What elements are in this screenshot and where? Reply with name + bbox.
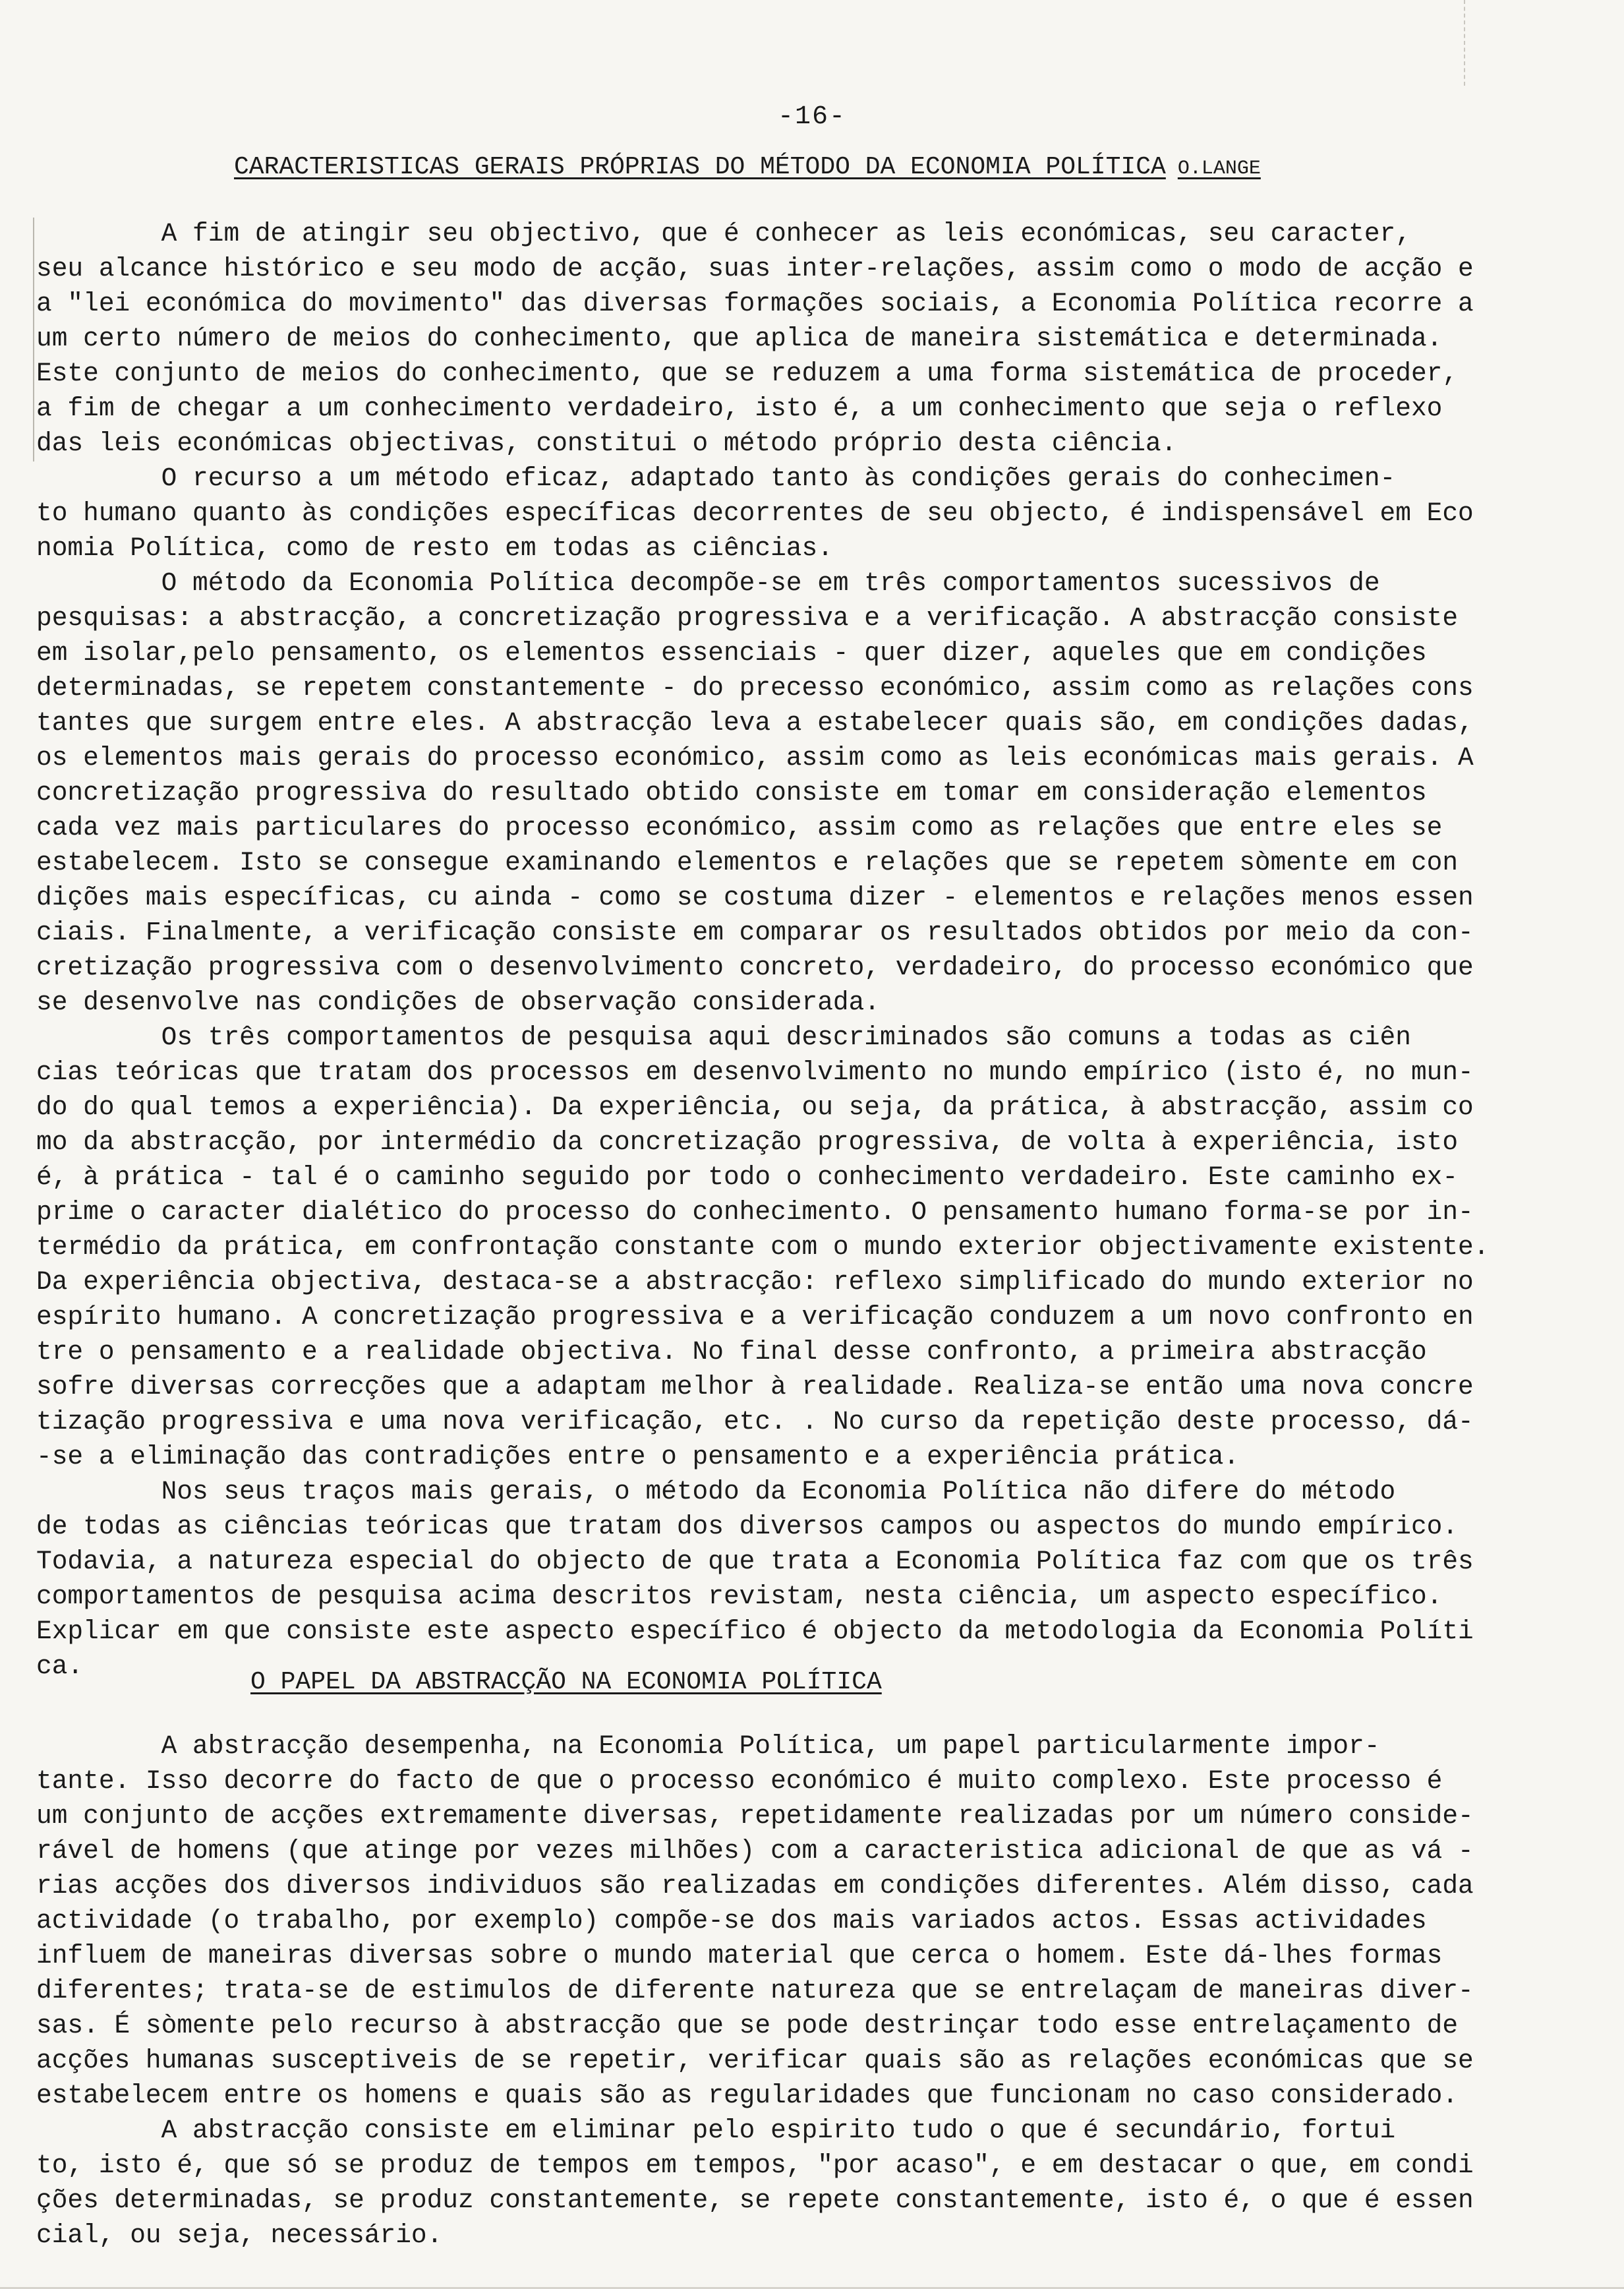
text-line: -se a eliminação das contradições entre o pensamento e a experiência prática.	[36, 1442, 1240, 1472]
text-line: rável de homens (que atinge por vezes milhões) com a caracteristica adicional de que as vá -	[36, 1836, 1474, 1866]
page-number: -16-	[777, 102, 846, 132]
text-line: to humano quanto às condições específicas decorrentes de seu objecto, é indispensável em Eco	[36, 498, 1474, 528]
text-line: nomia Política, como de resto em todas as ciências.	[36, 533, 833, 563]
text-line: ções determinadas, se produz constantemente, se repete constantemente, isto é, o que é essen	[36, 2185, 1474, 2215]
text-line: concretização progressiva do resultado obtido consiste em tomar em consideração elementos	[36, 778, 1427, 808]
text-line: dições mais específicas, cu ainda - como se costuma dizer - elementos e relações menos essen	[36, 883, 1474, 912]
text-line: um certo número de meios do conhecimento, que aplica de maneira sistemática e determinada.	[36, 324, 1443, 353]
text-line: do do qual temos a experiência). Da experiência, ou seja, da prática, à abstracção, assim co	[36, 1092, 1474, 1122]
text-line: das leis económicas objectivas, constitui o método próprio desta ciência.	[36, 429, 1177, 458]
text-line: Este conjunto de meios do conhecimento, que se reduzem a uma forma sistemática de proceder,	[36, 359, 1459, 388]
text-line: ca.	[36, 1651, 84, 1681]
text-line: tante. Isso decorre do facto de que o processo económico é muito complexo. Este processo é	[36, 1766, 1443, 1796]
text-line: sofre diversas correcções que a adaptam melhor à realidade. Realiza-se então uma nova concre	[36, 1372, 1474, 1402]
text-line: influem de maneiras diversas sobre o mundo material que cerca o homem. Este dá-lhes formas	[36, 1941, 1443, 1971]
margin-rule	[33, 218, 34, 461]
text-line: comportamentos de pesquisa acima descritos revistam, nesta ciência, um aspecto específico.	[36, 1582, 1443, 1611]
text-line: em isolar,pelo pensamento, os elementos essenciais - quer dizer, aqueles que em condições	[36, 638, 1427, 668]
text-line: A abstracção desempenha, na Economia Política, um papel particularmente impor-	[36, 1731, 1380, 1761]
text-line: cial, ou seja, necessário.	[36, 2220, 443, 2250]
section-heading-method	[234, 153, 1261, 181]
text-line: tização progressiva e uma nova verificação, etc. . No curso da repetição deste processo, dá-	[36, 1407, 1474, 1437]
text-line: mo da abstracção, por intermédio da concretização progressiva, de volta à experiência, isto	[36, 1127, 1459, 1157]
text-line: determinadas, se repetem constantemente - do precesso económico, assim como as relações cons	[36, 673, 1474, 703]
scan-corner-mark	[1464, 0, 1466, 86]
text-line: to, isto é, que só se produz de tempos em tempos, "por acaso", e em destacar o que, em condi	[36, 2151, 1474, 2180]
text-line: A abstracção consiste em eliminar pelo espirito tudo o que é secundário, fortui	[36, 2116, 1396, 2145]
text-line: ciais. Finalmente, a verificação consiste em comparar os resultados obtidos por meio da con-	[36, 918, 1474, 947]
text-line: rias acções dos diversos individuos são realizadas em condições diferentes. Além disso, cada	[36, 1871, 1474, 1901]
text-line: Da experiência objectiva, destaca-se a abstracção: reflexo simplificado do mundo exterior no	[36, 1267, 1474, 1297]
text-line: O recurso a um método eficaz, adaptado tanto às condições gerais do conhecimen-	[36, 463, 1396, 493]
text-line: a "lei económica do movimento" das diversas formações sociais, a Economia Política recorre a	[36, 289, 1474, 318]
text-line: pesquisas: a abstracção, a concretização progressiva e a verificação. A abstracção consiste	[36, 603, 1459, 633]
section-body-method	[36, 216, 1552, 1684]
text-line: tre o pensamento e a realidade objectiva. No final desse confronto, a primeira abstracção	[36, 1337, 1427, 1367]
text-line: espírito humano. A concretização progressiva e a verificação conduzem a um novo confronto en	[36, 1302, 1474, 1332]
text-line: cretização progressiva com o desenvolvimento concreto, verdadeiro, do processo económico que	[36, 953, 1474, 982]
text-line: os elementos mais gerais do processo económico, assim como as leis económicas mais gerais. A	[36, 743, 1474, 773]
section-heading-abstraction: O PAPEL DA ABSTRACÇÃO NA ECONOMIA POLÍTICA	[250, 1668, 882, 1696]
text-line: termédio da prática, em confrontação constante com o mundo exterior objectivamente existente.	[36, 1232, 1490, 1262]
text-line: seu alcance histórico e seu modo de acção, suas inter-relações, assim como o modo de acção e	[36, 254, 1474, 283]
text-line: estabelecem. Isto se consegue examinando elementos e relações que se repetem sòmente em con	[36, 848, 1459, 877]
heading-text: CARACTERISTICAS GERAIS PRÓPRIAS DO MÉTODO DA ECONOMIA POLÍTICA	[234, 153, 1166, 181]
text-line: diferentes; trata-se de estimulos de diferente natureza que se entrelaçam de maneiras diver-	[36, 1976, 1474, 2006]
text-line: estabelecem entre os homens e quais são as regularidades que funcionam no caso considerado.	[36, 2081, 1459, 2110]
text-line: cias teóricas que tratam dos processos em desenvolvimento no mundo empírico (isto é, no mun-	[36, 1057, 1474, 1087]
text-line: A fim de atingir seu objectivo, que é conhecer as leis económicas, seu caracter,	[36, 219, 1411, 249]
text-line: Explicar em que consiste este aspecto específico é objecto da metodologia da Economia Políti	[36, 1617, 1474, 1646]
text-line: Nos seus traços mais gerais, o método da Economia Política não difere do método	[36, 1477, 1396, 1506]
text-line: de todas as ciências teóricas que tratam dos diversos campos ou aspectos do mundo empírico.	[36, 1512, 1459, 1541]
text-line: tantes que surgem entre eles. A abstracção leva a estabelecer quais são, em condições dadas,	[36, 708, 1474, 738]
text-line: O método da Economia Política decompõe-se em três comportamentos sucessivos de	[36, 568, 1380, 598]
text-line: cada vez mais particulares do processo económico, assim como as relações que entre eles se	[36, 813, 1443, 843]
author-name: O.LANGE	[1177, 158, 1261, 180]
text-line: acções humanas susceptiveis de se repetir, verificar quais são as relações económicas que se	[36, 2046, 1474, 2075]
text-line: prime o caracter dialético do processo do conhecimento. O pensamento humano forma-se por in-	[36, 1197, 1474, 1227]
text-line: sas. É sòmente pelo recurso à abstracção que se pode destrinçar todo esse entrelaçamento de	[36, 2011, 1459, 2040]
text-line: Todavia, a natureza especial do objecto de que trata a Economia Política faz com que os três	[36, 1547, 1474, 1576]
section-body-abstraction	[36, 1729, 1552, 2253]
text-line: um conjunto de acções extremamente diversas, repetidamente realizadas por um número conside-	[36, 1801, 1474, 1831]
text-line: se desenvolve nas condições de observação considerada.	[36, 988, 881, 1017]
text-line: Os três comportamentos de pesquisa aqui descriminados são comuns a todas as ciên	[36, 1023, 1411, 1052]
text-line: actividade (o trabalho, por exemplo) compõe-se dos mais variados actos. Essas actividades	[36, 1906, 1427, 1936]
text-line: é, à prática - tal é o caminho seguido por todo o conhecimento verdadeiro. Este caminho ex-	[36, 1162, 1459, 1192]
text-line: a fim de chegar a um conhecimento verdadeiro, isto é, a um conhecimento que seja o reflexo	[36, 394, 1443, 423]
